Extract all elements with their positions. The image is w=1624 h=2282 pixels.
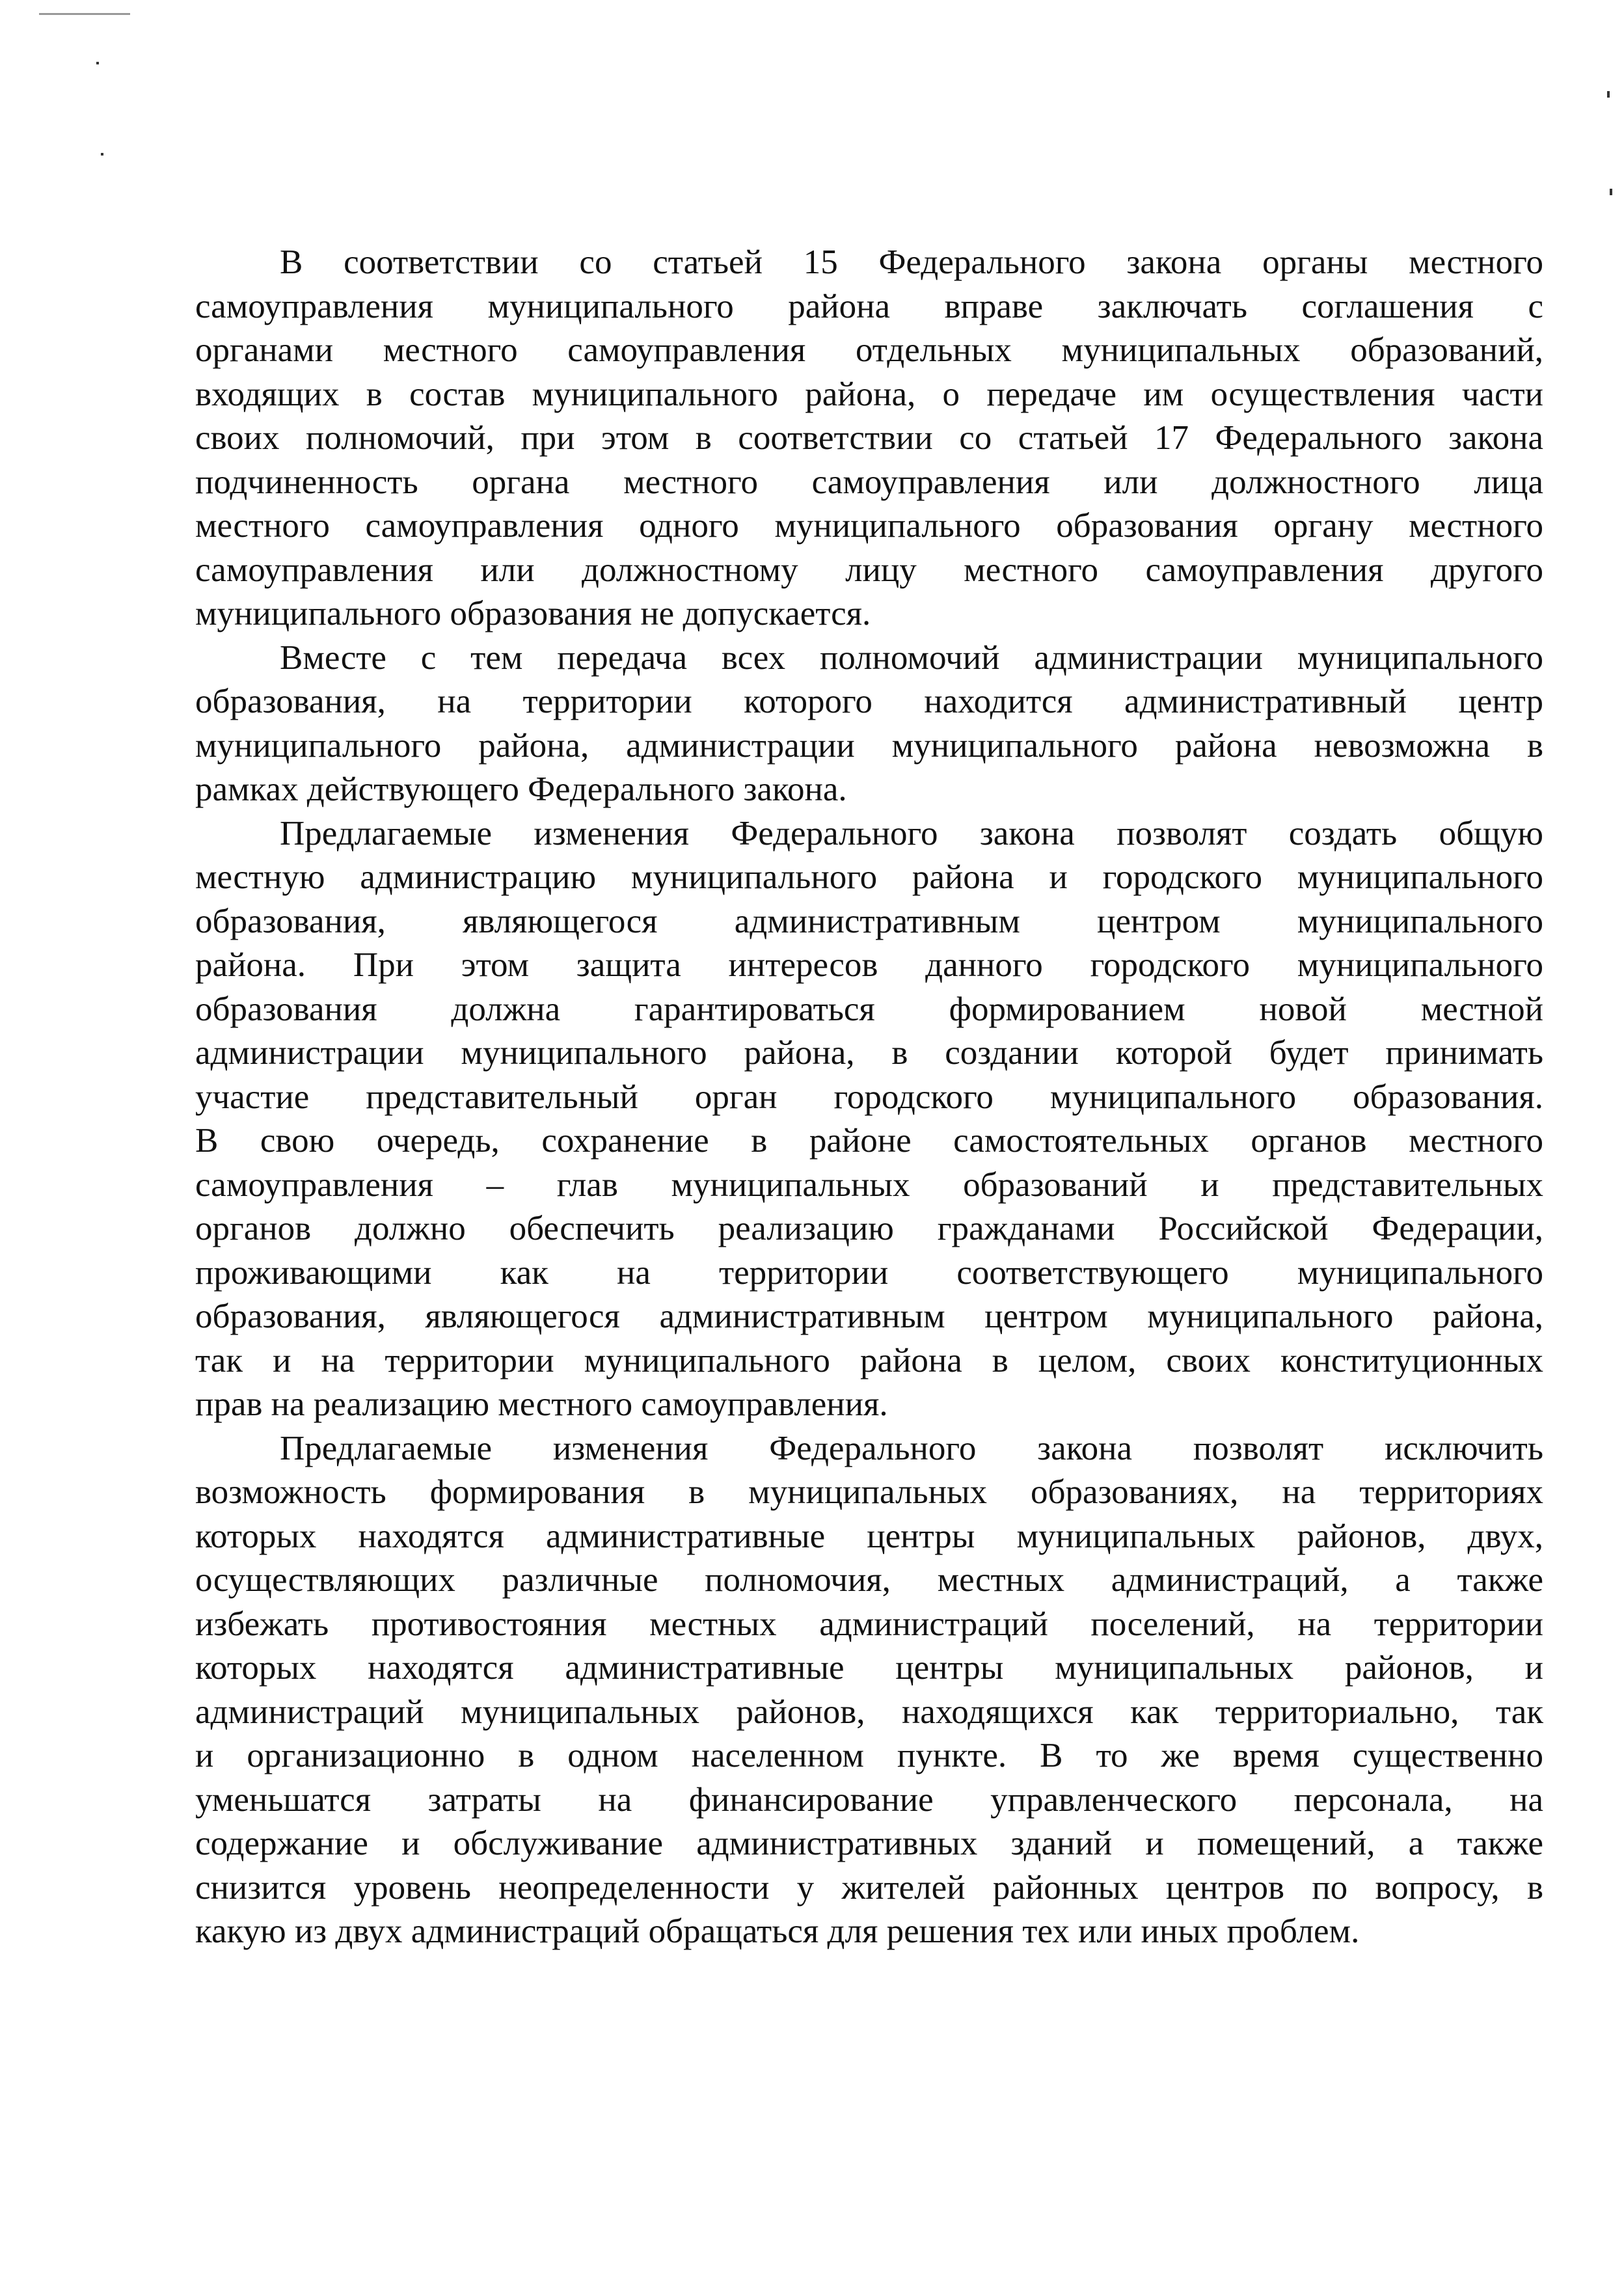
- text-line: В свою очередь, сохранение в районе самостоятельных органов местного: [195, 1122, 1543, 1160]
- text-line: самоуправления муниципального района вправе заключать соглашения с: [195, 287, 1543, 325]
- text-line: муниципального образования не допускается.: [195, 595, 871, 632]
- text-line: какую из двух администраций обращаться для решения тех или иных проблем.: [195, 1912, 1360, 1950]
- paragraph: [195, 636, 1543, 812]
- scan-artifact: [1610, 189, 1612, 195]
- text-line: образования, являющегося административным центром муниципального района,: [195, 1297, 1543, 1335]
- paragraph: [195, 1427, 1543, 1954]
- document-body: [195, 241, 1543, 1954]
- text-line: образования должна гарантироваться формированием новой местной: [195, 990, 1543, 1028]
- text-line: возможность формирования в муниципальных образованиях, на территориях: [195, 1473, 1543, 1511]
- text-line: местного самоуправления одного муниципального образования органу местного: [195, 507, 1543, 545]
- text-line: района. При этом защита интересов данного городского муниципального: [195, 946, 1543, 984]
- paragraph: [195, 241, 1543, 636]
- text-line: участие представительный орган городского муниципального образования.: [195, 1078, 1543, 1116]
- text-line: местную администрацию муниципального района и городского муниципального: [195, 858, 1543, 896]
- text-line: прав на реализацию местного самоуправления.: [195, 1385, 888, 1423]
- text-line: уменьшатся затраты на финансирование управленческого персонала, на: [195, 1780, 1543, 1819]
- text-line: входящих в состав муниципального района, о передаче им осуществления части: [195, 375, 1543, 413]
- scan-artifact: [101, 153, 103, 156]
- text-line: органов должно обеспечить реализацию гражданами Российской Федерации,: [195, 1210, 1543, 1247]
- text-line: В соответствии со статьей 15 Федерального закона органы местного: [280, 243, 1543, 281]
- text-line: проживающими как на территории соответствующего муниципального: [195, 1253, 1543, 1292]
- text-line: администрации муниципального района, в создании которой будет принимать: [195, 1034, 1543, 1072]
- text-line: содержание и обслуживание административных зданий и помещений, а также: [195, 1825, 1543, 1862]
- text-line: Вместе с тем передача всех полномочий администрации муниципального: [280, 638, 1543, 677]
- scan-artifact: [96, 62, 99, 64]
- text-line: самоуправления или должностному лицу местного самоуправления другого: [195, 550, 1543, 589]
- scan-artifact: [1607, 91, 1610, 98]
- text-line: снизится уровень неопределенности у жителей районных центров по вопросу, в: [195, 1868, 1543, 1907]
- text-line: избежать противостояния местных администраций поселений, на территории: [195, 1605, 1543, 1643]
- text-line: образования, на территории которого находится административный центр: [195, 683, 1543, 720]
- text-line: так и на территории муниципального района в целом, своих конституционных: [195, 1341, 1543, 1379]
- text-line: муниципального района, администрации муниципального района невозможна в: [195, 726, 1543, 765]
- text-line: органами местного самоуправления отдельных муниципальных образований,: [195, 331, 1543, 369]
- text-line: подчиненность органа местного самоуправления или должностного лица: [195, 463, 1543, 501]
- text-line: Предлагаемые изменения Федерального закона позволят исключить: [280, 1429, 1543, 1467]
- text-line: рамках действующего Федерального закона.: [195, 770, 847, 808]
- text-line: самоуправления – глав муниципальных образований и представительных: [195, 1165, 1543, 1204]
- text-line: и организационно в одном населенном пункте. В то же время существенно: [195, 1737, 1543, 1774]
- text-line: которых находятся административные центры муниципальных районов, и: [195, 1649, 1543, 1687]
- text-line: осуществляющих различные полномочия, местных администраций, а также: [195, 1561, 1543, 1599]
- text-line: своих полномочий, при этом в соответствии со статьей 17 Федерального закона: [195, 419, 1543, 457]
- paragraph: [195, 812, 1543, 1427]
- text-line: образования, являющегося административным центром муниципального: [195, 902, 1543, 940]
- scan-artifact: [39, 13, 130, 15]
- text-line: которых находятся административные центры муниципальных районов, двух,: [195, 1517, 1543, 1555]
- text-line: администраций муниципальных районов, находящихся как территориально, так: [195, 1692, 1543, 1731]
- text-line: Предлагаемые изменения Федерального закона позволят создать общую: [280, 814, 1543, 852]
